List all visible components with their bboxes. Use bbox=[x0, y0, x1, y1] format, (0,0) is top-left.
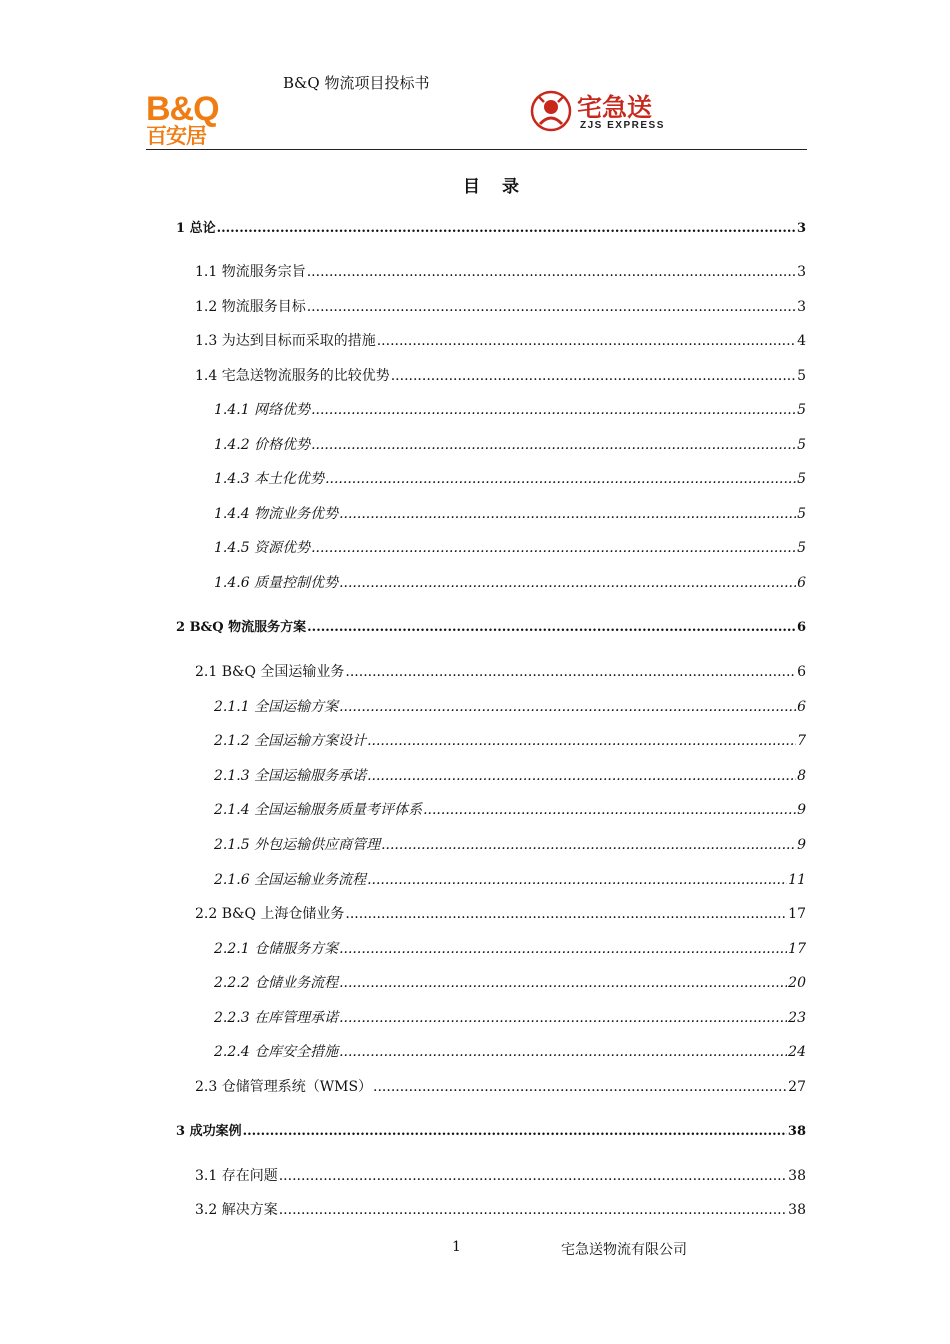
toc-entry-label: 2.2.4 仓库安全措施 bbox=[214, 1044, 339, 1060]
footer-page-number: 1 bbox=[452, 1239, 461, 1255]
toc-entry-label: 1.4.1 网络优势 bbox=[214, 402, 311, 418]
toc-leader-dots bbox=[311, 435, 796, 455]
toc-entry[interactable] bbox=[214, 800, 806, 820]
toc-entry[interactable] bbox=[176, 618, 806, 638]
toc-leader-dots bbox=[339, 973, 787, 993]
toc-entry[interactable] bbox=[176, 219, 806, 239]
zjs-emblem-icon bbox=[530, 90, 572, 132]
page-header bbox=[0, 0, 950, 152]
bq-logo-text: B&Q bbox=[146, 90, 219, 128]
toc-entry-label: 1.4.2 价格优势 bbox=[214, 437, 311, 453]
toc-entry-page: 3 bbox=[797, 264, 806, 280]
toc-entry[interactable] bbox=[195, 662, 806, 682]
toc-entry-page: 17 bbox=[788, 906, 806, 922]
toc-entry[interactable] bbox=[195, 1200, 806, 1220]
toc-entry[interactable] bbox=[195, 1166, 806, 1186]
toc-entry[interactable] bbox=[195, 297, 806, 317]
toc-entry[interactable] bbox=[214, 469, 806, 489]
toc-entry-page: 17 bbox=[788, 941, 806, 957]
bq-logo-chinese: 百安居 bbox=[146, 124, 206, 148]
toc-entry-label: 3 成功案例 bbox=[176, 1124, 242, 1139]
toc-leader-dots bbox=[339, 1042, 787, 1062]
toc-entry-label: 1.4.3 本土化优势 bbox=[214, 471, 325, 487]
toc-entry-page: 27 bbox=[788, 1079, 806, 1095]
toc-leader-dots bbox=[345, 662, 796, 682]
toc-entry[interactable] bbox=[214, 870, 806, 890]
toc-entry[interactable] bbox=[195, 366, 806, 386]
toc-entry-label: 2.1.4 全国运输服务质量考评体系 bbox=[214, 802, 423, 818]
header-divider bbox=[146, 149, 807, 150]
toc-entry[interactable] bbox=[214, 400, 806, 420]
toc-leader-dots bbox=[279, 1166, 787, 1186]
toc-entry-page: 11 bbox=[788, 872, 806, 888]
toc-entry[interactable] bbox=[214, 697, 806, 717]
zjs-logo-english: ZJS EXPRESS bbox=[580, 120, 665, 131]
toc-entry-label: 2.1.1 全国运输方案 bbox=[214, 699, 339, 715]
toc-leader-dots bbox=[377, 331, 796, 351]
toc-leader-dots bbox=[307, 262, 796, 282]
toc-entry-label: 1.1 物流服务宗旨 bbox=[195, 264, 306, 280]
toc-leader-dots bbox=[381, 835, 796, 855]
zjs-logo-chinese: 宅急送 bbox=[577, 93, 653, 122]
toc-entry[interactable] bbox=[214, 835, 806, 855]
toc-leader-dots bbox=[339, 1008, 787, 1028]
zjs-logo bbox=[530, 88, 690, 134]
toc-leader-dots bbox=[307, 618, 796, 638]
toc-entry-label: 2.1 B&Q 全国运输业务 bbox=[195, 664, 345, 680]
toc-leader-dots bbox=[243, 1122, 787, 1142]
bq-logo bbox=[146, 90, 230, 148]
toc-entry-page: 8 bbox=[797, 768, 806, 784]
toc-entry-label: 3.2 解决方案 bbox=[195, 1202, 278, 1218]
document-title: B&Q 物流项目投标书 bbox=[283, 74, 430, 92]
toc-entry-page: 38 bbox=[788, 1202, 806, 1218]
toc-entry[interactable] bbox=[214, 766, 806, 786]
toc-entry-page: 38 bbox=[787, 1124, 806, 1139]
toc-entry-label: 1.4.5 资源优势 bbox=[214, 540, 311, 556]
toc-entry[interactable] bbox=[195, 1077, 806, 1097]
toc-entry[interactable] bbox=[214, 731, 806, 751]
toc-entry-page: 23 bbox=[788, 1010, 806, 1026]
toc-entry-label: 2.2.1 仓储服务方案 bbox=[214, 941, 339, 957]
toc-entry-page: 9 bbox=[797, 802, 806, 818]
toc-entry[interactable] bbox=[195, 331, 806, 351]
toc-entry-page: 38 bbox=[788, 1168, 806, 1184]
toc-entry[interactable] bbox=[214, 435, 806, 455]
toc-leader-dots bbox=[339, 573, 796, 593]
toc-entry-page: 5 bbox=[797, 368, 806, 384]
toc-entry-page: 5 bbox=[797, 506, 806, 522]
toc-entry-page: 4 bbox=[797, 333, 806, 349]
toc-entry-label: 1 总论 bbox=[176, 221, 216, 236]
toc-entry-page: 5 bbox=[797, 471, 806, 487]
toc-leader-dots bbox=[217, 219, 796, 239]
toc-leader-dots bbox=[367, 870, 787, 890]
toc-entry-page: 5 bbox=[797, 437, 806, 453]
toc-entry-label: 2.1.6 全国运输业务流程 bbox=[214, 872, 367, 888]
toc-entry-label: 1.4.4 物流业务优势 bbox=[214, 506, 339, 522]
toc-entry-label: 3.1 存在问题 bbox=[195, 1168, 278, 1184]
toc-leader-dots bbox=[367, 766, 796, 786]
toc-entry-label: 1.4 宅急送物流服务的比较优势 bbox=[195, 368, 390, 384]
footer-company-name: 宅急送物流有限公司 bbox=[561, 1242, 687, 1258]
toc-entry-label: 2.2.3 在库管理承诺 bbox=[214, 1010, 339, 1026]
toc-entry-label: 2.1.5 外包运输供应商管理 bbox=[214, 837, 381, 853]
toc-entry-page: 3 bbox=[796, 221, 806, 236]
toc-leader-dots bbox=[345, 904, 787, 924]
toc-entry-page: 6 bbox=[797, 699, 806, 715]
toc-entry[interactable] bbox=[214, 973, 806, 993]
toc-entry[interactable] bbox=[214, 504, 806, 524]
toc-entry-label: 2 B&Q 物流服务方案 bbox=[176, 620, 307, 635]
toc-leader-dots bbox=[339, 939, 787, 959]
toc-leader-dots bbox=[325, 469, 796, 489]
toc-entry-label: 1.2 物流服务目标 bbox=[195, 299, 306, 315]
toc-entry-page: 6 bbox=[796, 620, 806, 635]
toc-leader-dots bbox=[311, 538, 796, 558]
toc-entry-page: 3 bbox=[797, 299, 806, 315]
toc-entry-label: 2.2.2 仓储业务流程 bbox=[214, 975, 339, 991]
toc-entry-page: 7 bbox=[797, 733, 806, 749]
toc-entry[interactable] bbox=[214, 939, 806, 959]
toc-entry-label: 1.4.6 质量控制优势 bbox=[214, 575, 339, 591]
toc-entry-label: 1.3 为达到目标而采取的措施 bbox=[195, 333, 376, 349]
toc-leader-dots bbox=[339, 504, 796, 524]
toc-entry-label: 2.2 B&Q 上海仓储业务 bbox=[195, 906, 345, 922]
toc-entry-label: 2.1.3 全国运输服务承诺 bbox=[214, 768, 367, 784]
toc-entry-page: 5 bbox=[797, 402, 806, 418]
toc-entry[interactable] bbox=[214, 538, 806, 558]
toc-leader-dots bbox=[391, 366, 796, 386]
toc-entry-page: 5 bbox=[797, 540, 806, 556]
toc-entry-label: 2.1.2 全国运输方案设计 bbox=[214, 733, 367, 749]
toc-entry-page: 6 bbox=[797, 575, 806, 591]
toc-entry-label: 2.3 仓储管理系统（WMS） bbox=[195, 1079, 373, 1095]
toc-entry-page: 20 bbox=[788, 975, 806, 991]
toc-entry[interactable] bbox=[214, 1042, 806, 1062]
toc-entry[interactable] bbox=[195, 262, 806, 282]
toc-leader-dots bbox=[367, 731, 796, 751]
toc-leader-dots bbox=[423, 800, 796, 820]
toc-heading: 目 录 bbox=[463, 177, 527, 197]
toc-leader-dots bbox=[279, 1200, 787, 1220]
toc-entry[interactable] bbox=[214, 573, 806, 593]
toc-leader-dots bbox=[307, 297, 796, 317]
toc-leader-dots bbox=[373, 1077, 787, 1097]
toc-entry[interactable] bbox=[176, 1122, 806, 1142]
toc-entry-page: 24 bbox=[788, 1044, 806, 1060]
toc-leader-dots bbox=[311, 400, 796, 420]
toc-entry[interactable] bbox=[214, 1008, 806, 1028]
toc-entry-page: 9 bbox=[797, 837, 806, 853]
toc-leader-dots bbox=[339, 697, 796, 717]
toc-entry-page: 6 bbox=[797, 664, 806, 680]
toc-entry[interactable] bbox=[195, 904, 806, 924]
